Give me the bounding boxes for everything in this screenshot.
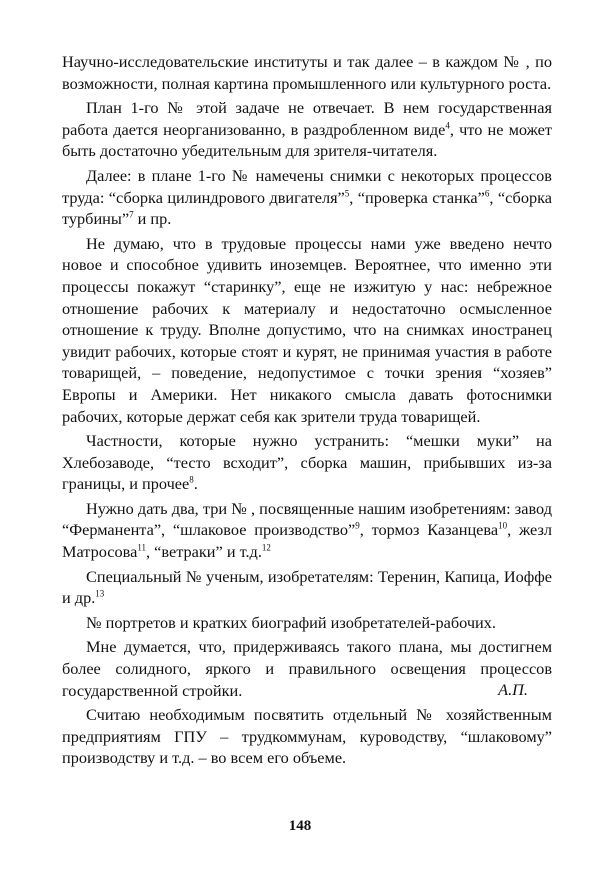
- text-run: , “сборка турбины”: [62, 187, 552, 229]
- paragraph: [62, 566, 552, 609]
- text-run: , что не может быть достаточно убедительным для зрителя-читателя.: [62, 119, 552, 161]
- text-run: Частности, которые нужно устранить: “мешки муки” на Хлебозаводе, “тесто всходит”, сборка машин, прибывших из-за границы, и прочее: [62, 431, 552, 494]
- text-run: Научно-исследовательские институты и так далее – в каждом № , по возможности, полная картина промышленного или культурного роста.: [62, 52, 552, 93]
- text-run: Нужно дать два, три № , посвященные нашим изобретениям: завод “Ферманента”, “шлаковое производство”: [62, 498, 552, 540]
- text-run: Мне думается, что, придерживаясь такого плана, мы достигнем более солидного, яркого и правильного освещения процессов государственной стройки.: [62, 637, 552, 700]
- text-run: и пр.: [133, 209, 172, 229]
- paragraph: [62, 704, 552, 769]
- footnote-marker: 6: [484, 188, 490, 199]
- text-run: , “проверка станка”: [349, 187, 485, 207]
- footnote-marker: 10: [498, 521, 508, 532]
- footnote-marker: 8: [189, 474, 194, 485]
- text-run: Не думаю, что в трудовые процессы нами уже введено нечто новое и способное удивить иноземцев. Вероятнее, что именно эти процессы покажут “старинку”, еще не изжитую у нас: небрежное отношение рабочих к материалу и недостаточно осмысленное отношение к труду. Вполне допустимо, что на снимках иностранец увидит рабочих, которые стоят и курят, не принимая участия в работе товарищей, – поведение, недопустимое с точки зрения “хозяев” Европы и Америки. Нет никакого смысла давать фотоснимки рабочих, которые держат себя как зрители труда товарищей.: [62, 233, 552, 426]
- footnote-marker: 7: [129, 209, 134, 220]
- text-run: .: [193, 474, 198, 494]
- text-run: План 1-го № этой задаче не отвечает. В нем государственная работа дается неорганизованно, в раздробленном виде: [62, 98, 552, 139]
- text-run: Далее: в плане 1-го № намечены снимки с некоторых процессов труда: “сборка цилиндрового двигателя”: [62, 165, 552, 207]
- paragraph: [62, 165, 552, 230]
- paragraph: [62, 612, 552, 634]
- text-run: Специальный № ученым, изобретателям: Теренин, Капица, Иоффе и др.: [62, 566, 552, 608]
- paragraph: [62, 97, 552, 162]
- paragraph: [62, 430, 552, 495]
- footnote-marker: 9: [355, 521, 360, 532]
- footnote-marker: 12: [261, 542, 271, 553]
- paragraph: [62, 498, 552, 563]
- paragraph: [62, 51, 552, 94]
- text-run: Считаю необходимым посвятить отдельный № хозяйственным предприятиям ГПУ – трудкоммунам, куроводству, “шлаковому” производству и т.д. – во всем его объеме.: [62, 705, 552, 768]
- signature: А.П.: [498, 680, 528, 699]
- paragraph: [62, 233, 552, 427]
- text-run: , тормоз Казанцева: [359, 520, 499, 540]
- text-run: , “ветраки” и т.д.: [146, 542, 262, 562]
- footnote-marker: 13: [95, 588, 105, 599]
- footnote-marker: 4: [445, 120, 450, 131]
- page-number: 148: [288, 818, 312, 834]
- body-text: [62, 51, 552, 772]
- footnote-marker: 11: [137, 542, 147, 553]
- footnote-marker: 5: [344, 188, 350, 199]
- text-run: № портретов и кратких биографий изобретателей-рабочих.: [86, 612, 496, 632]
- text-run: , жезл Матросова: [62, 520, 552, 562]
